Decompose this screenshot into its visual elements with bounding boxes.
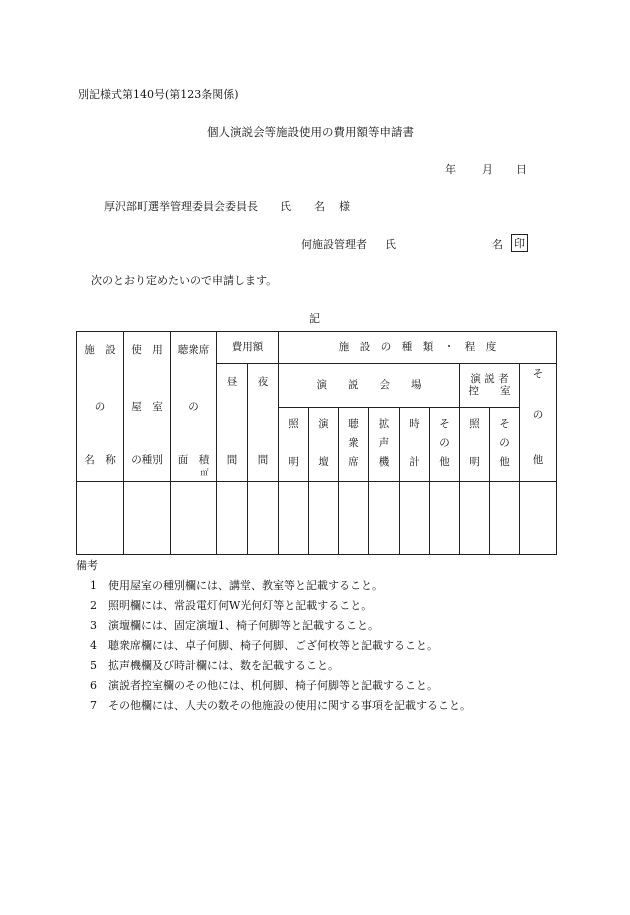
facility-char-5: 称 [105,454,116,466]
clock-char-2: 計 [409,456,420,468]
audience-seats-input[interactable] [339,482,369,555]
other-char-3: 他 [532,454,544,466]
audience-area-input[interactable] [171,482,217,555]
cost-header: 費用額 [217,332,279,364]
speaker-char-4: 控 [468,384,479,397]
day-cost-input[interactable] [217,482,248,555]
document-title: 個人演説会等施設使用の費用額等申請書 [207,125,414,139]
audience-char-4: 積 [198,454,210,466]
speaker-char-1: 演 [470,372,481,385]
room-char-4: 室 [152,401,163,413]
audience-char-3: 面 [177,454,189,466]
note-item [90,637,438,653]
speaker-dev-char-2: 声 [378,437,390,449]
note-item [90,597,372,613]
other-char-2: の [532,409,544,421]
audience-char-2: の [188,401,199,413]
speaker-dev-char-1: 拡 [378,418,390,430]
applicant-name-label-1: 氏 [385,238,396,251]
note-number: 6 [90,679,97,692]
audience-seats-header [339,408,369,482]
date-month-label: 月 [482,163,493,176]
night-char-2: 間 [257,454,269,466]
facility-name-header [77,332,124,482]
podium-input[interactable] [309,482,339,555]
seats-char-3: 席 [348,456,359,468]
note-number: 5 [90,659,97,672]
speaker-other-char-1: そ [499,418,510,430]
other-header [520,364,557,482]
speaker-char-2: 説 [484,372,495,385]
facility-name-input[interactable] [77,482,124,555]
other-char-1: そ [532,368,544,380]
ki-label: 記 [309,312,320,325]
loudspeaker-header [369,408,400,482]
clock-header [400,408,430,482]
speaker-other-char-3: 他 [499,456,510,468]
venue-header: 演 説 会 場 [279,364,460,408]
facility-kind-header: 施 設 の 種 類 ・ 程 度 [279,332,557,364]
speaker-dev-char-3: 機 [378,456,390,468]
facility-char-2: 設 [105,344,116,356]
table-entry-row [77,482,557,555]
night-char-1: 夜 [257,376,269,388]
audience-area-header [171,332,217,482]
seats-char-1: 聴 [348,418,359,430]
speaker-lighting-char-2: 明 [469,456,480,468]
note-item [90,697,471,713]
note-text: 照明欄には、常設電灯何W光何灯等と記載すること。 [108,599,373,612]
facility-char-3: の [94,401,106,413]
speaker-lighting-header [460,408,490,482]
room-char-1: 使 [131,344,142,356]
area-unit: ㎡ [200,468,209,477]
other-input[interactable] [520,482,557,555]
note-text: 演壇欄には、固定演壇1、椅子何脚等と記載すること。 [108,619,379,632]
speaker-room-header [460,364,520,408]
note-item [90,677,438,693]
room-char-3: 屋 [131,401,142,413]
note-text: 使用屋室の種別欄には、講堂、教室等と記載すること。 [108,579,383,592]
note-number: 1 [90,579,97,592]
seats-char-2: 衆 [348,437,359,449]
note-text: 拡声機欄及び時計欄には、数を記載すること。 [108,659,339,672]
note-number: 4 [90,639,97,652]
venue-other-char-3: 他 [439,456,450,468]
addressee-name-label-2: 名 [314,200,325,213]
addressee: 厚沢部町選挙管理委員会委員長 [104,200,258,213]
note-text: その他欄には、人夫の数その他施設の使用に関する事項を記載すること。 [108,699,471,712]
podium-header [309,408,339,482]
room-type-input[interactable] [124,482,171,555]
notes-heading: 備考 [76,559,98,572]
note-number: 2 [90,599,97,612]
lighting-char-1: 照 [288,418,299,430]
day-header [217,364,248,482]
venue-other-char-1: そ [439,418,450,430]
facility-char-4: 名 [84,454,95,466]
note-number: 7 [90,699,97,712]
date-year-label: 年 [445,163,456,176]
venue-other-char-2: の [439,437,450,449]
venue-other-header [430,408,460,482]
venue-other-input[interactable] [430,482,460,555]
note-item [90,657,339,673]
note-item [90,617,379,633]
note-text: 演説者控室欄のその他には、机何脚、椅子何脚等と記載すること。 [108,679,438,692]
day-char-2: 間 [226,454,238,466]
facility-char-1: 施 [84,344,95,356]
speaker-lighting-char-1: 照 [469,418,480,430]
speaker-other-char-2: の [499,437,510,449]
clock-char-1: 時 [409,418,420,430]
clock-input[interactable] [400,482,430,555]
addressee-honorific: 様 [339,200,350,213]
podium-char-2: 壇 [318,456,329,468]
speaker-other-input[interactable] [490,482,520,555]
podium-char-1: 演 [318,418,329,430]
addressee-name-label-1: 氏 [280,200,291,213]
lighting-char-2: 明 [288,456,299,468]
intro-text: 次のとおり定めたいので申請します。 [91,274,278,287]
speaker-char-3: 者 [498,372,509,385]
room-char-5: の種別 [131,454,163,466]
night-header [248,364,279,482]
speaker-lighting-input[interactable] [460,482,490,555]
applicant-name-label-2: 名 [492,238,503,251]
lighting-input[interactable] [279,482,309,555]
applicant-title: 何施設管理者 [301,238,367,251]
date-day-label: 日 [516,163,527,176]
day-char-1: 昼 [226,376,238,388]
seal-box: 印 [511,234,528,252]
night-cost-input[interactable] [248,482,279,555]
room-type-header [124,332,171,482]
speaker-other-header [490,408,520,482]
audience-char-1: 聴衆席 [177,344,210,356]
note-item [90,577,383,593]
speaker-char-5: 室 [500,384,511,397]
form-number: 別記様式第140号(第123条関係) [78,88,239,101]
room-char-2: 用 [152,344,163,356]
note-number: 3 [90,619,97,632]
loudspeaker-input[interactable] [369,482,400,555]
note-text: 聴衆席欄には、卓子何脚、椅子何脚、ござ何枚等と記載すること。 [108,639,438,652]
application-table [76,331,557,555]
lighting-header [279,408,309,482]
